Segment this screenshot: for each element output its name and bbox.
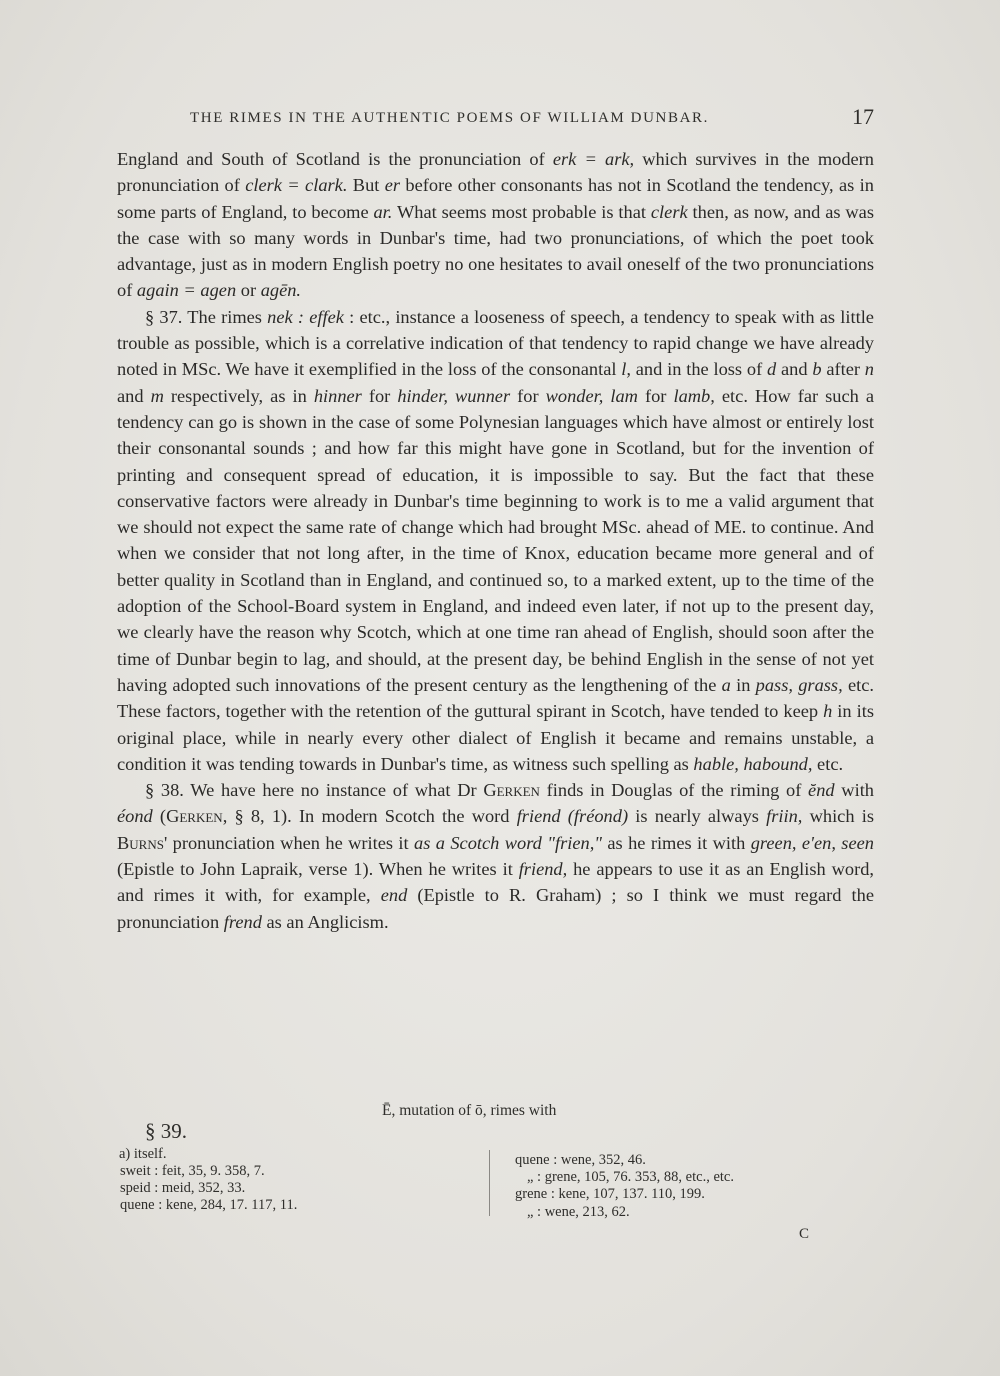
italic-run: ĕnd (808, 780, 835, 801)
italic-run: n (864, 359, 874, 380)
italic-run: as a Scotch word "frien," (414, 832, 603, 853)
section-39-label: § 39. (145, 1119, 187, 1143)
italic-run: clerk = clark. (245, 175, 348, 196)
italic-run: a (721, 674, 731, 695)
body-text (117, 146, 874, 935)
rime-list-right (515, 1152, 835, 1221)
italic-run: d (766, 359, 777, 380)
running-head: THE RIMES IN THE AUTHENTIC POEMS OF WILLIAM DUNBAR. (190, 110, 709, 126)
italic-run: er (384, 175, 401, 196)
italic-run: green, e'en, seen (750, 832, 874, 853)
italic-run: m (150, 385, 164, 406)
italic-run: lamb, (673, 385, 715, 406)
paragraph-section-37: § 37. The rimes nek : effek : etc., instance a looseness of speech, a tendency to speak with as little trouble as possible, which is a correlative indication of that tendency to rapid change we have already noted in MSc. We have it exemplified in the loss of the consonantal l, and in the loss of d and b after n and m respectively, as in hinner for hinder, wunner for wonder, lam for lamb, etc. How far such a tendency can go is shown in the case of some Polynesian languages which have almost or entirely lost their consonantal sounds ; and how far this might have gone in Scotland, but for the invention of printing and consequent spread of education, it is impossible to say. But the fact that these conservative factors were already in Dunbar's time beginning to work is to me a valid argument that we should not expect the same rate of change which had brought MSc. ahead of ME. to continue. And when we consider that not long after, in the time of Knox, education became more general and of better quality in Scotland than in England, and continued so, to a marked extent, up to the time of the adoption of the School-Board system in England, and indeed even later, if not up to the present day, we clearly have the reason why Scotch, which at one time ran ahead of English, should soon after the time of Dunbar begin to lag, and should, at the present day, be behind English in the sense of not yet having adopted such innovations of the present century as the lengthening of the a in pass, grass, etc. These factors, together with the retention of the guttural spirant in Scotch, have tended to keep h in its original place, while in nearly every other dialect of English it became and remains unstable, a condition it was tending towards in Dunbar's time, as witness such spelling as hable, habound, etc. (117, 306, 875, 774)
rime-list-item: sweit : feit, 35, 9. 358, 7. (120, 1163, 265, 1179)
italic-run: again = agen (136, 280, 237, 301)
rime-list-item: grene : kene, 107, 137. 110, 199. (515, 1186, 705, 1203)
italic-run: friin, (766, 806, 803, 827)
rime-list-item: a) itself. (119, 1146, 167, 1162)
small-caps-name: Gerken (483, 780, 540, 801)
italic-run: friend, (518, 859, 568, 880)
rime-list-left (119, 1146, 449, 1214)
italic-run: éond (117, 806, 153, 827)
small-caps-name: Gerken (166, 806, 223, 827)
italic-run: end (380, 885, 408, 906)
italic-run: hable, habound, (693, 753, 813, 774)
italic-run: h (823, 701, 833, 722)
rime-list-item: quene : wene, 352, 46. (515, 1152, 646, 1168)
italic-run: nek : effek (267, 306, 344, 327)
paragraph-continuation: England and South of Scotland is the pronunciation of erk = ark, which survives in the modern pronunciation of clerk = clark. But er before other consonants has not in Scotland the tendency, as in some parts of England, to become ar. What seems most probable is that clerk then, as now, and as was the case with so many words in Dunbar's time, had two pronunciations, of which the poet took advantage, just as in modern English poetry no one hesitates to avail oneself of the two pronunciations of again = agen or agēn. (117, 149, 874, 301)
italic-run: hinner (313, 385, 362, 406)
italic-run: frend (223, 911, 262, 932)
rime-list-item: „ : wene, 213, 62. (527, 1203, 630, 1220)
italic-run: friend (fréond) (516, 806, 629, 827)
italic-run: ar. (373, 201, 393, 222)
italic-run: pass, grass, (755, 674, 843, 695)
italic-run: wonder, lam (545, 385, 638, 406)
italic-run: l, (621, 359, 631, 380)
small-caps-name: Burns (117, 832, 164, 853)
rime-list-item: quene : kene, 284, 17. 117, 11. (120, 1197, 298, 1213)
page-number: 17 (852, 104, 874, 129)
paragraph-section-38: § 38. We have here no instance of what Dr Gerken finds in Douglas of the riming of ĕnd with éond (Gerken, § 8, 1). In modern Scotch the word friend (fréond) is nearly always friin, which is Burns' pronunciation when he writes it as a Scotch word "frien," as he rimes it with green, e'en, seen (Epistle to John Lapraik, verse 1). When he writes it friend, he appears to use it as an English word, and rimes it with, for example, end (Epistle to R. Graham) ; so I think we must regard the pronunciation frend as an Anglicism. (117, 780, 874, 932)
rime-list-item: speid : meid, 352, 33. (120, 1180, 246, 1196)
italic-run: b (812, 359, 822, 380)
signature-mark: C (799, 1226, 810, 1242)
rime-list-item: „ : grene, 105, 76. 353, 88, etc., etc. (527, 1169, 734, 1186)
italic-run: clerk (650, 201, 688, 222)
column-divider (489, 1150, 490, 1216)
italic-run: hinder, wunner (397, 385, 511, 406)
section-39-heading: Ē, mutation of ō, rimes with (382, 1102, 557, 1119)
italic-run: erk = ark, (552, 149, 635, 169)
italic-run: agēn. (260, 280, 302, 301)
